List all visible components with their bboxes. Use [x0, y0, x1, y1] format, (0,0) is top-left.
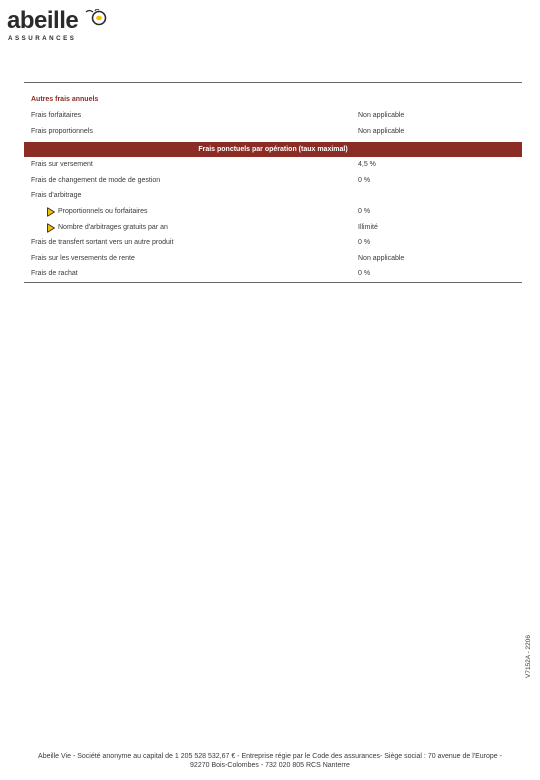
row-label: Frais proportionnels — [31, 127, 93, 135]
table-row — [24, 124, 522, 140]
row-value: Non applicable — [358, 112, 405, 119]
row-value: 4,5 % — [358, 161, 376, 169]
legal-footer — [10, 752, 530, 770]
logo-wordmark: abeille — [7, 7, 79, 34]
table-row — [24, 173, 522, 189]
table-top-rule — [24, 82, 522, 83]
footer-line-2: 92270 Bois-Colombes - 732 020 805 RCS Nanterre — [190, 762, 350, 769]
table-row — [24, 188, 522, 204]
table-row — [24, 251, 522, 267]
table-bottom-rule — [24, 282, 522, 283]
row-label: Frais sur les versements de rente — [31, 254, 135, 262]
row-value: 0 % — [358, 176, 371, 184]
table-row — [24, 108, 522, 124]
table-row — [24, 157, 522, 173]
row-label: Frais d'arbitrage — [31, 192, 82, 200]
annual-fees-title: Autres frais annuels — [31, 96, 99, 103]
row-value: 0 % — [358, 270, 371, 278]
footer-line-1: Abeille Vie - Société anonyme au capital de 1 205 528 532,67 € - Entreprise régie par le Code des assurances- Siège social : 70 avenue de l'Europe - — [38, 753, 502, 760]
one-off-fees-header: Frais ponctuels par opération (taux maximal) — [24, 142, 522, 157]
row-label: Frais forfaitaires — [31, 112, 82, 119]
chevron-right-icon — [46, 207, 56, 217]
row-value: 0 % — [358, 239, 371, 247]
row-value: Non applicable — [358, 127, 405, 135]
fees-table — [24, 82, 522, 283]
document-reference: V7152A - 2206 — [525, 634, 532, 678]
table-row — [24, 204, 522, 220]
row-value: Illimité — [358, 223, 378, 231]
table-row — [24, 266, 522, 282]
table-row — [24, 235, 522, 251]
row-label: Frais de rachat — [31, 270, 78, 278]
row-value: Non applicable — [358, 254, 405, 262]
row-label: Frais de changement de mode de gestion — [31, 176, 161, 184]
row-label: Proportionnels ou forfaitaires — [58, 207, 148, 215]
chevron-right-icon — [46, 223, 56, 233]
table-row — [24, 220, 522, 236]
bee-icon — [83, 9, 107, 29]
row-value: 0 % — [358, 207, 371, 215]
row-label: Frais de transfert sortant vers un autre produit — [31, 239, 174, 247]
logo-tagline: ASSURANCES — [8, 35, 77, 42]
row-label: Frais sur versement — [31, 161, 93, 169]
row-label: Nombre d'arbitrages gratuits par an — [58, 223, 168, 231]
abeille-logo — [7, 8, 103, 42]
